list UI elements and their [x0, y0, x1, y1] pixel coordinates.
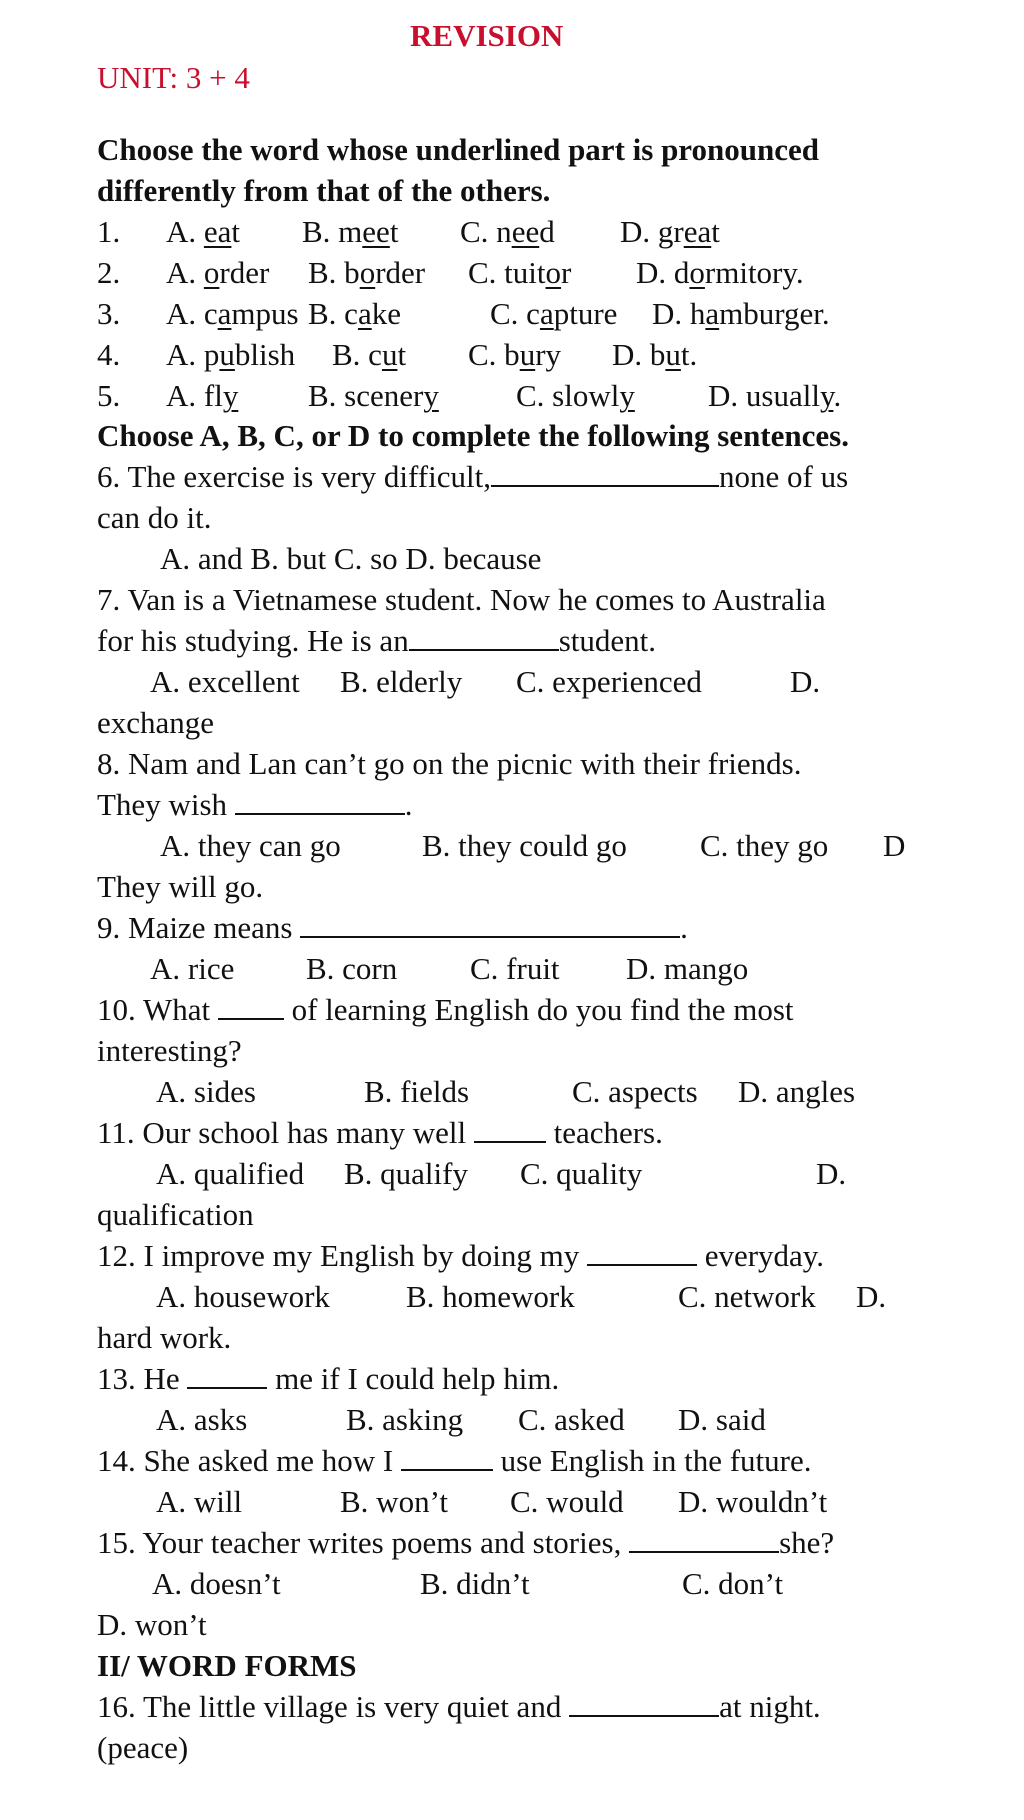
option-a: A. publish	[166, 337, 296, 372]
q15-option-d: D. won’t	[97, 1607, 207, 1642]
q12-option-d-text: hard work.	[97, 1320, 232, 1355]
q9-option-b: B. corn	[306, 951, 398, 986]
q7-text-2: for his studying. He is an	[97, 623, 409, 658]
question-9	[97, 908, 688, 948]
question-number: 2.	[97, 255, 121, 290]
q11-option-d-text: qualification	[97, 1197, 254, 1232]
q14-blank[interactable]	[401, 1443, 493, 1471]
unit-label: UNIT: 3 + 4	[97, 60, 250, 95]
option-d: D. great	[620, 214, 720, 249]
option-d: D. but.	[612, 337, 698, 372]
q9-blank[interactable]	[300, 910, 680, 938]
q10-option-a: A. sides	[156, 1074, 256, 1109]
q14-option-b: B. won’t	[340, 1484, 448, 1519]
option-a: A. eat	[166, 214, 241, 249]
q15-option-b: B. didn’t	[420, 1566, 530, 1601]
section1-instruction-line1: Choose the word whose underlined part is pronounced	[97, 132, 819, 167]
option-c: C. tuitor	[468, 255, 572, 290]
underlined-part: a	[705, 296, 720, 331]
q15-text-2: she?	[779, 1525, 835, 1560]
underlined-part: y	[423, 378, 439, 413]
q14-text-2: use English in the future.	[500, 1443, 812, 1478]
option-d: D. hamburger.	[652, 296, 830, 331]
underlined-part: o	[689, 255, 705, 290]
underlined-part: a	[357, 296, 372, 331]
q8-text-1: 8. Nam and Lan can’t go on the picnic with their friends.	[97, 746, 802, 781]
q11-text-2: teachers.	[553, 1115, 663, 1150]
q7-option-d-text: exchange	[97, 705, 215, 740]
underlined-part: u	[381, 337, 398, 372]
underlined-part: o	[545, 255, 562, 290]
q15-option-a: A. doesn’t	[152, 1566, 281, 1601]
q16-text-1: 16. The little village is very quiet and	[97, 1689, 562, 1724]
question-number: 3.	[97, 296, 121, 331]
question-14	[97, 1441, 811, 1481]
q13-text-1: 13. He	[97, 1361, 180, 1396]
underlined-part: u	[219, 337, 235, 372]
q7-option-b: B. elderly	[340, 664, 463, 699]
q7-option-a: A. excellent	[150, 664, 300, 699]
question-13	[97, 1359, 559, 1399]
option-d: D. usually.	[708, 378, 842, 413]
q6-text-2: none of us	[718, 459, 849, 494]
q8-blank[interactable]	[235, 787, 405, 815]
q10-blank[interactable]	[218, 992, 284, 1020]
q14-text-1: 14. She asked me how I	[97, 1443, 394, 1478]
q12-text-2: everyday.	[704, 1238, 825, 1273]
section1-instruction-line2: differently from that of the others.	[97, 173, 551, 208]
q15-text-1: 15. Your teacher writes poems and stories,	[97, 1525, 622, 1560]
page-title: REVISION	[410, 18, 564, 53]
q7-option-c: C. experienced	[516, 664, 702, 699]
underlined-part: y	[819, 378, 834, 413]
underlined-part: ee	[362, 214, 390, 249]
q11-option-a: A. qualified	[156, 1156, 305, 1191]
q13-option-c: C. asked	[518, 1402, 625, 1437]
underlined-part: o	[359, 255, 376, 290]
q10-text-2: of learning English do you find the most	[291, 992, 794, 1027]
q12-option-d: D.	[856, 1279, 887, 1314]
option-c: C. slowly	[516, 378, 635, 413]
q11-text-1: 11. Our school has many well	[97, 1115, 467, 1150]
q15-blank[interactable]	[629, 1525, 779, 1553]
question-number: 1.	[97, 214, 121, 249]
q6-text-3: can do it.	[97, 500, 212, 535]
question-15	[97, 1523, 834, 1563]
q13-option-b: B. asking	[346, 1402, 464, 1437]
question-16	[97, 1687, 821, 1727]
q8-option-d-text: They will go.	[97, 869, 264, 904]
underlined-part: y	[222, 378, 239, 413]
underlined-part: ea	[683, 214, 712, 249]
q10-option-c: C. aspects	[572, 1074, 698, 1109]
question-6	[97, 457, 848, 497]
q6-options: A. and B. but C. so D. because	[160, 541, 542, 576]
question-12	[97, 1236, 824, 1276]
q13-option-a: A. asks	[156, 1402, 248, 1437]
question-10	[97, 990, 794, 1030]
q6-text-1: 6. The exercise is very difficult,	[97, 459, 491, 494]
q12-text-1: 12. I improve my English by doing my	[97, 1238, 580, 1273]
q16-hint: (peace)	[97, 1730, 189, 1765]
option-d: D. dormitory.	[636, 255, 804, 290]
option-b: B. meet	[302, 214, 399, 249]
q11-option-c: C. quality	[520, 1156, 643, 1191]
underlined-part: ee	[511, 214, 540, 249]
q8-option-b: B. they could go	[422, 828, 627, 863]
q10-text-1: 10. What	[97, 992, 211, 1027]
q8-text-3: .	[404, 787, 413, 822]
option-c: C. need	[460, 214, 555, 249]
q11-option-d: D.	[816, 1156, 847, 1191]
q12-blank[interactable]	[587, 1238, 697, 1266]
q7-text-1: 7. Van is a Vietnamese student. Now he comes to Australia	[97, 582, 826, 617]
q14-option-d: D. wouldn’t	[678, 1484, 828, 1519]
q13-text-2: me if I could help him.	[275, 1361, 560, 1396]
q9-text-2: .	[680, 910, 688, 945]
underlined-part: a	[539, 296, 554, 331]
underlined-part: a	[217, 296, 232, 331]
question-number: 4.	[97, 337, 121, 372]
q7-text-3: student.	[558, 623, 657, 658]
q6-blank[interactable]	[491, 459, 719, 487]
q8-text-2: They wish	[97, 787, 228, 822]
option-b: B. border	[308, 255, 426, 290]
option-b: B. scenery	[308, 378, 439, 413]
q14-option-c: C. would	[510, 1484, 624, 1519]
option-a: A. campus	[166, 296, 299, 331]
q9-option-a: A. rice	[150, 951, 235, 986]
underlined-part: u	[665, 337, 681, 372]
question-7-line2	[97, 621, 656, 661]
q10-text-3: interesting?	[97, 1033, 242, 1068]
option-a: A. order	[166, 255, 270, 290]
q8-option-a: A. they can go	[160, 828, 341, 863]
q8-option-d: D	[883, 828, 906, 863]
option-b: B. cake	[308, 296, 401, 331]
q7-option-d: D.	[790, 664, 821, 699]
q16-text-2: at night.	[719, 1689, 821, 1724]
question-8-line2	[97, 785, 413, 825]
q13-blank[interactable]	[187, 1361, 267, 1389]
q7-blank[interactable]	[409, 623, 559, 651]
q9-option-d: D. mango	[626, 951, 749, 986]
section2-instruction: Choose A, B, C, or D to complete the following sentences.	[97, 418, 849, 453]
q12-option-b: B. homework	[406, 1279, 575, 1314]
option-b: B. cut	[332, 337, 407, 372]
section3-heading: II/ WORD FORMS	[97, 1648, 357, 1683]
option-c: C. bury	[468, 337, 562, 372]
option-a: A. fly	[166, 378, 239, 413]
underlined-part: u	[519, 337, 536, 372]
q10-option-d: D. angles	[738, 1074, 856, 1109]
q13-option-d: D. said	[678, 1402, 766, 1437]
option-c: C. capture	[490, 296, 618, 331]
question-number: 5.	[97, 378, 121, 413]
q11-option-b: B. qualify	[344, 1156, 468, 1191]
q12-option-a: A. housework	[156, 1279, 330, 1314]
q15-option-c: C. don’t	[682, 1566, 784, 1601]
q16-blank[interactable]	[569, 1689, 719, 1717]
question-11	[97, 1113, 663, 1153]
q12-option-c: C. network	[678, 1279, 816, 1314]
underlined-part: y	[619, 378, 635, 413]
q9-text-1: 9. Maize means	[97, 910, 293, 945]
q8-option-c: C. they go	[700, 828, 829, 863]
q11-blank[interactable]	[474, 1115, 546, 1143]
q10-option-b: B. fields	[364, 1074, 470, 1109]
q14-option-a: A. will	[156, 1484, 243, 1519]
underlined-part: o	[203, 255, 220, 290]
underlined-part: ea	[203, 214, 232, 249]
q9-option-c: C. fruit	[470, 951, 560, 986]
